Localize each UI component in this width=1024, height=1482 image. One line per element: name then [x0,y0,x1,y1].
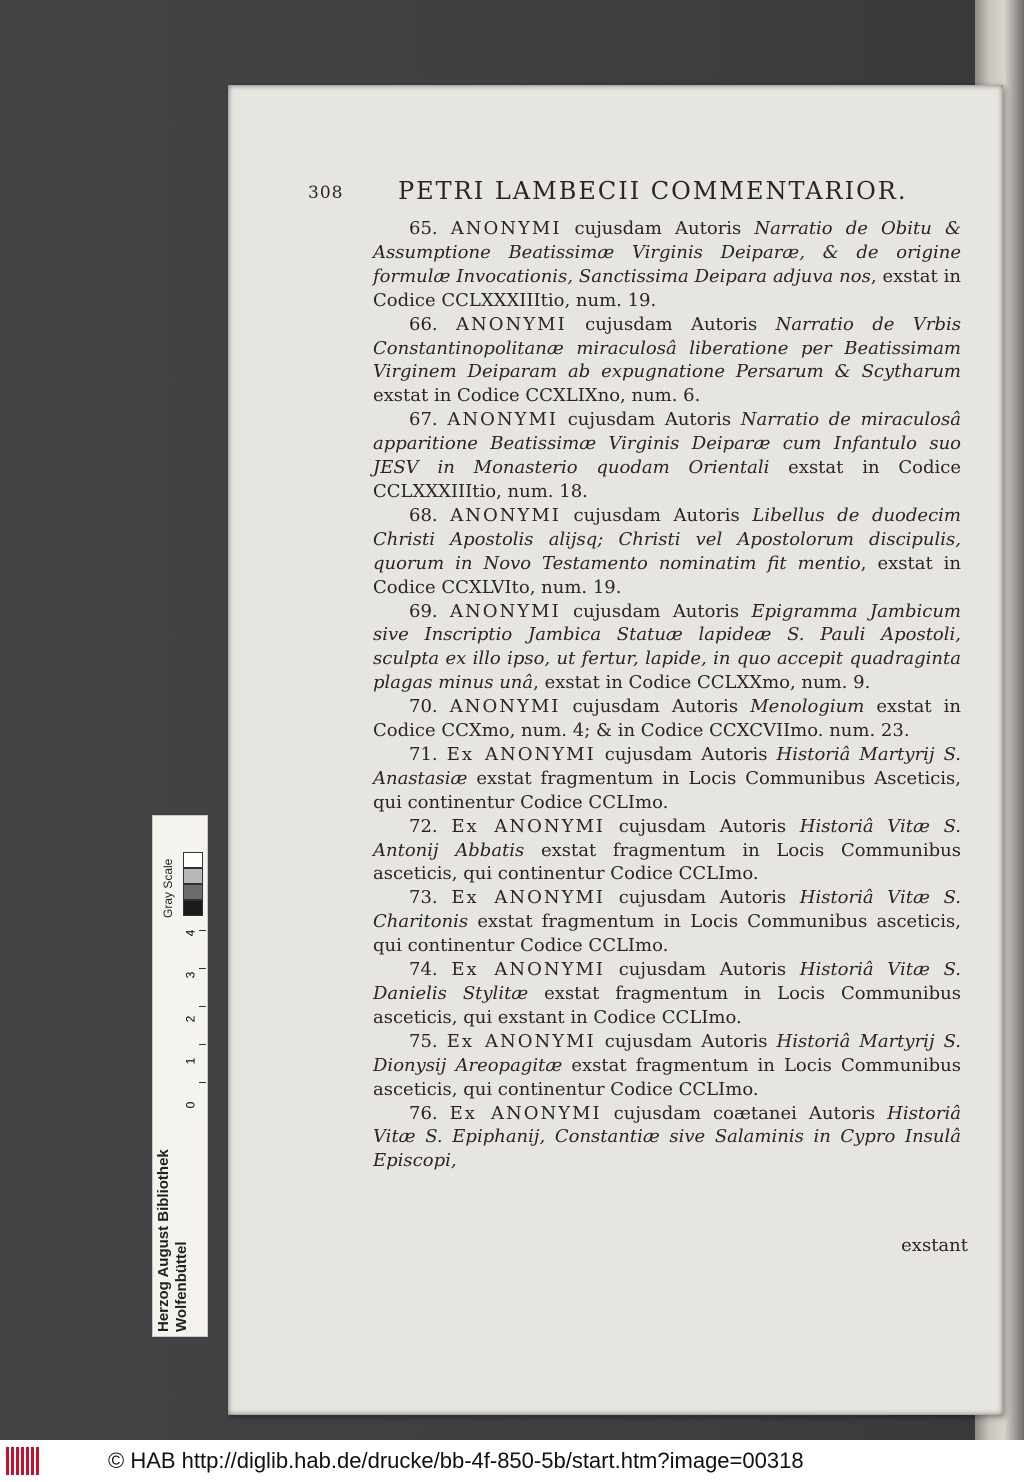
swatch-black [183,900,203,916]
ruler-tick [199,1082,206,1083]
entry-76: 76. Ex ANONYMI cujusdam coætanei Autoris Historiâ Vitæ S. Epiphanij, Constantiæ sive Salaminis in Cypro Insulâ Episcopi, [373,1102,961,1172]
gray-scale-ruler [152,815,208,1337]
ruler-tick-label: 3 [183,971,198,979]
page-header [308,177,968,207]
gray-scale-label: Gray Scale [161,858,175,918]
entry-74: 74. Ex ANONYMI cujusdam Autoris Historiâ Vitæ S. Danielis Stylitæ exstat fragmentum in Locis Communibus asceticis, qui exstant in Codice CCLImo. [373,959,961,1028]
entry-65: 65. ANONYMI cujusdam Autoris Narratio de Obitu & Assumptione Beatissimæ Virginis Deiparæ, & de origine formulæ Invocationis, Sanctissima Deipara adjuva nos, exstat in Codice CCLXXXIIItio, num. 19. [373,218,961,311]
entry-69: 69. ANONYMI cujusdam Autoris Epigramma Jambicum sive Inscriptio Jambica Statuæ lapideæ S. Pauli Apostoli, sculpta ex illo ipso, ut fertur, lapide, in quo accepit quadraginta plagas minus unâ, exstat in Codice CCLXXmo, num. 9. [373,600,961,694]
institution-city: Wolfenbüttel [173,1241,190,1332]
ruler-tick [199,1006,206,1007]
entry-72: 72. Ex ANONYMI cujusdam Autoris Historiâ Vitæ S. Antonij Abbatis exstat fragmentum in Locis Communibus asceticis, qui continentur Codice CCLImo. [373,815,961,885]
entry-67: 67. ANONYMI cujusdam Autoris Narratio de miraculosâ apparitione Beatissimæ Virginis Deiparæ cum Infantulo suo JESV in Monasterio quodam Orientali exstat in Codice CCLXXXIIItio, num. 18. [373,409,961,502]
ruler-tick-label: 2 [183,1015,198,1023]
entry-75: 75. Ex ANONYMI cujusdam Autoris Historiâ Martyrij S. Dionysij Areopagitæ exstat fragmentum in Locis Communibus asceticis, qui continentur Codice CCLImo. [373,1030,961,1100]
ruler-tick-label: 1 [183,1057,198,1065]
entry-68: 68. ANONYMI cujusdam Autoris Libellus de duodecim Christi Apostolis alijsq; Christi vel Apostolorum discipulis, quorum in Novo Testamento nominatim fit mentio, exstat in Codice CCXLVIto, num. 19. [373,504,961,598]
footer-bar [0,1440,1024,1482]
hab-logo-icon [6,1446,42,1476]
entry-70: 70. ANONYMI cujusdam Autoris Menologium exstat in Codice CCXmo, num. 4; & in Codice CCXCVIImo. num. 23. [373,696,961,742]
ruler-tick [199,930,206,931]
entry-73: 73. Ex ANONYMI cujusdam Autoris Historiâ Vitæ S. Charitonis exstat fragmentum in Locis Communibus asceticis, qui continentur Codice CCLImo. [373,887,961,957]
swatch-dark-gray [183,884,203,900]
ruler-tick [199,968,206,969]
page-number: 308 [308,183,344,203]
ruler-tick [199,1044,206,1045]
text-block [373,217,961,1173]
catchword: exstant [901,1235,968,1256]
ruler-tick-label: 4 [183,929,198,937]
running-title: PETRI LAMBECII COMMENTARIOR. [398,177,908,205]
book-page [228,85,1003,1415]
swatch-light-gray [183,868,203,884]
swatch-white [183,852,203,868]
entry-66: 66. ANONYMI cujusdam Autoris Narratio de Vrbis Constantinopolitanæ miraculosâ liberatione per Beatissimam Virginem Deiparam ab expugnatione Persarum & Scytharum exstat in Codice CCXLIXno, num. 6. [373,313,961,407]
entry-71: 71. Ex ANONYMI cujusdam Autoris Historiâ Martyrij S. Anastasiæ exstat fragmentum in Locis Communibus Asceticis, qui continentur Codice CCLImo. [373,743,961,813]
ruler-tick-label: 0 [183,1101,198,1109]
footer-copyright-link[interactable]: © HAB http://diglib.hab.de/drucke/bb-4f-850-5b/start.htm?image=00318 [108,1448,804,1473]
institution-name: Herzog August Bibliothek [155,1149,172,1332]
